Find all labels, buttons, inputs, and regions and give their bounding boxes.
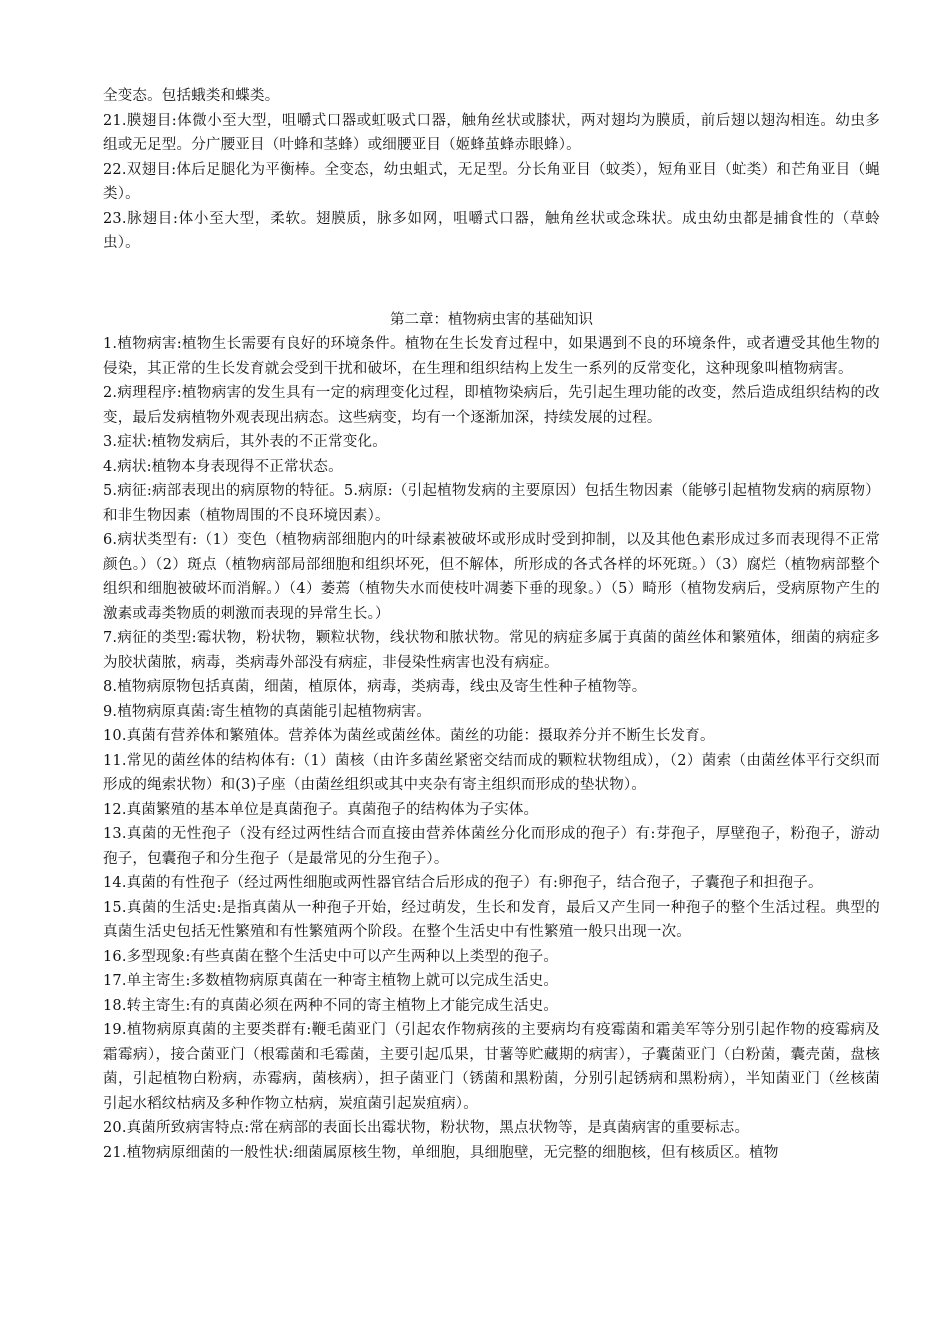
paragraph: 21.膜翅目:体微小至大型，咀嚼式口器或虹吸式口器，触角丝状或膝状，两对翅均为膜质，前后翅以翅沟相连。幼虫多组或无足型。分广腰亚目（叶蜂和茎蜂）或细腰亚目（姬蜂茧蜂赤眼蜂）。 [103, 112, 880, 153]
paragraph: 全变态。包括蛾类和蝶类。 [103, 88, 280, 104]
paragraph: 3.症状:植物发病后，其外表的不正常变化。 [103, 434, 387, 450]
paragraph: 2.病理程序:植物病害的发生具有一定的病理变化过程，即植物染病后，先引起生理功能的改变，然后造成组织结构的改变，最后发病植物外观表现出病态。这些病变，均有一个逐渐加深，持续发展的过程。 [103, 385, 880, 426]
paragraph: 22.双翅目:体后足腿化为平衡棒。全变态，幼虫蛆式，无足型。分长角亚目（蚊类），短角亚目（虻类）和芒角亚目（蝇类）。 [103, 161, 880, 202]
paragraph: 20.真菌所致病害特点:常在病部的表面长出霉状物，粉状物，黑点状物等，是真菌病害的重要标志。 [103, 1120, 750, 1136]
paragraph: 6.病状类型有:（1）变色（植物病部细胞内的叶绿素被破坏或形成时受到抑制，以及其他色素形成过多而表现得不正常颜色。）（2）斑点（植物病部局部细胞和组织坏死，但不解体，所形成的各式各样的坏死斑。）（3）腐烂（植物病部整个组织和细胞被破坏而消解。）（4）萎蔫（植物失水而使枝叶凋萎下垂的现象。）（5）畸形（植物发病后，受病原物产生的激素或毒类物质的刺激而表现的异常生长。） [103, 532, 880, 622]
paragraph: 15.真菌的生活史:是指真菌从一种孢子开始，经过萌发，生长和发育，最后又产生同一种孢子的整个生活过程。典型的真菌生活史包括无性繁殖和有性繁殖两个阶段。在整个生活史中有性繁殖一般只出现一次。 [103, 899, 880, 940]
paragraph: 1.植物病害:植物生长需要有良好的环境条件。植物在生长发育过程中，如果遇到不良的环境条件，或者遭受其他生物的侵染，其正常的生长发育就会受到干扰和破坏，在生理和组织结构上发生一系列的反常变化，这种现象叫植物病害。 [103, 336, 880, 377]
paragraph: 7.病征的类型:霉状物，粉状物，颗粒状物，线状物和脓状物。常见的病症多属于真菌的菌丝体和繁殖体，细菌的病症多为胶状菌脓，病毒，类病毒外部没有病症，非侵染性病害也没有病症。 [103, 630, 880, 671]
paragraph: 4.病状:植物本身表现得不正常状态。 [103, 458, 343, 475]
intro-section [103, 84, 880, 256]
chapter-body [103, 332, 880, 1165]
section-gap [103, 256, 880, 308]
paragraph: 21.植物病原细菌的一般性状:细菌属原核生物，单细胞，具细胞壁，无完整的细胞核，但有核质区。植物 [103, 1144, 779, 1161]
paragraph: 9.植物病原真菌:寄生植物的真菌能引起植物病害。 [103, 703, 432, 720]
paragraph: 19.植物病原真菌的主要类群有:鞭毛菌亚门（引起农作物病孩的主要病均有疫霉菌和霜美军等分别引起作物的疫霉病及霜霉病），接合菌亚门（根霉菌和毛霉菌，主要引起瓜果，甘薯等贮藏期的病害），子囊菌亚门（白粉菌，囊壳菌，盘核菌，引起植物白粉病，赤霉病，菌核病），担子菌亚门（锈菌和黑粉菌，分别引起锈病和黑粉病），半知菌亚门（丝核菌引起水稻纹枯病及多种作物立枯病，炭疽菌引起炭疽病）。 [103, 1022, 880, 1112]
paragraph: 14.真菌的有性孢子（经过两性细胞或两性器官结合后形成的孢子）有:卵孢子，结合孢子，子囊孢子和担孢子。 [103, 875, 823, 891]
paragraph: 12.真菌繁殖的基本单位是真菌孢子。真菌孢子的结构体为子实体。 [103, 801, 539, 818]
paragraph: 17.单主寄生:多数植物病原真菌在一种寄主植物上就可以完成生活史。 [103, 973, 559, 989]
paragraph: 23.脉翅目:体小至大型，柔软。翅膜质，脉多如网，咀嚼式口器，触角丝状或念珠状。成虫幼虫都是捕食性的（草蛉虫）。 [103, 210, 880, 251]
paragraph: 11.常见的菌丝体的结构体有:（1）菌核（由许多菌丝紧密交结而成的颗粒状物组成），（2）菌索（由菌丝体平行交织而形成的绳索状物）和(3)子座（由菌丝组织或其中夹杂有寄主组织而形成的垫状物）。 [103, 752, 880, 793]
paragraph: 13.真菌的无性孢子（没有经过两性结合而直接由营养体菌丝分化而形成的孢子）有:芽孢子，厚壁孢子，粉孢子，游动孢子，包囊孢子和分生孢子（是最常见的分生孢子）。 [103, 826, 880, 867]
chapter-title: 第二章：植物病虫害的基础知识 [390, 311, 593, 328]
paragraph: 16.多型现象:有些真菌在整个生活史中可以产生两种以上类型的孢子。 [103, 948, 559, 965]
paragraph: 8.植物病原物包括真菌，细菌，植原体，病毒，类病毒，线虫及寄生性种子植物等。 [103, 679, 647, 695]
paragraph: 18.转主寄生:有的真菌必须在两种不同的寄主植物上才能完成生活史。 [103, 997, 559, 1014]
paragraph: 10.真菌有营养体和繁殖体。营养体为菌丝或菌丝体。菌丝的功能：摄取养分并不断生长发育。 [103, 728, 715, 744]
paragraph: 5.病征:病部表现出的病原物的特征。5.病原:（引起植物发病的主要原因）包括生物因素（能够引起植物发病的病原物）和非生物因素（植物周围的不良环境因素）。 [103, 483, 880, 524]
